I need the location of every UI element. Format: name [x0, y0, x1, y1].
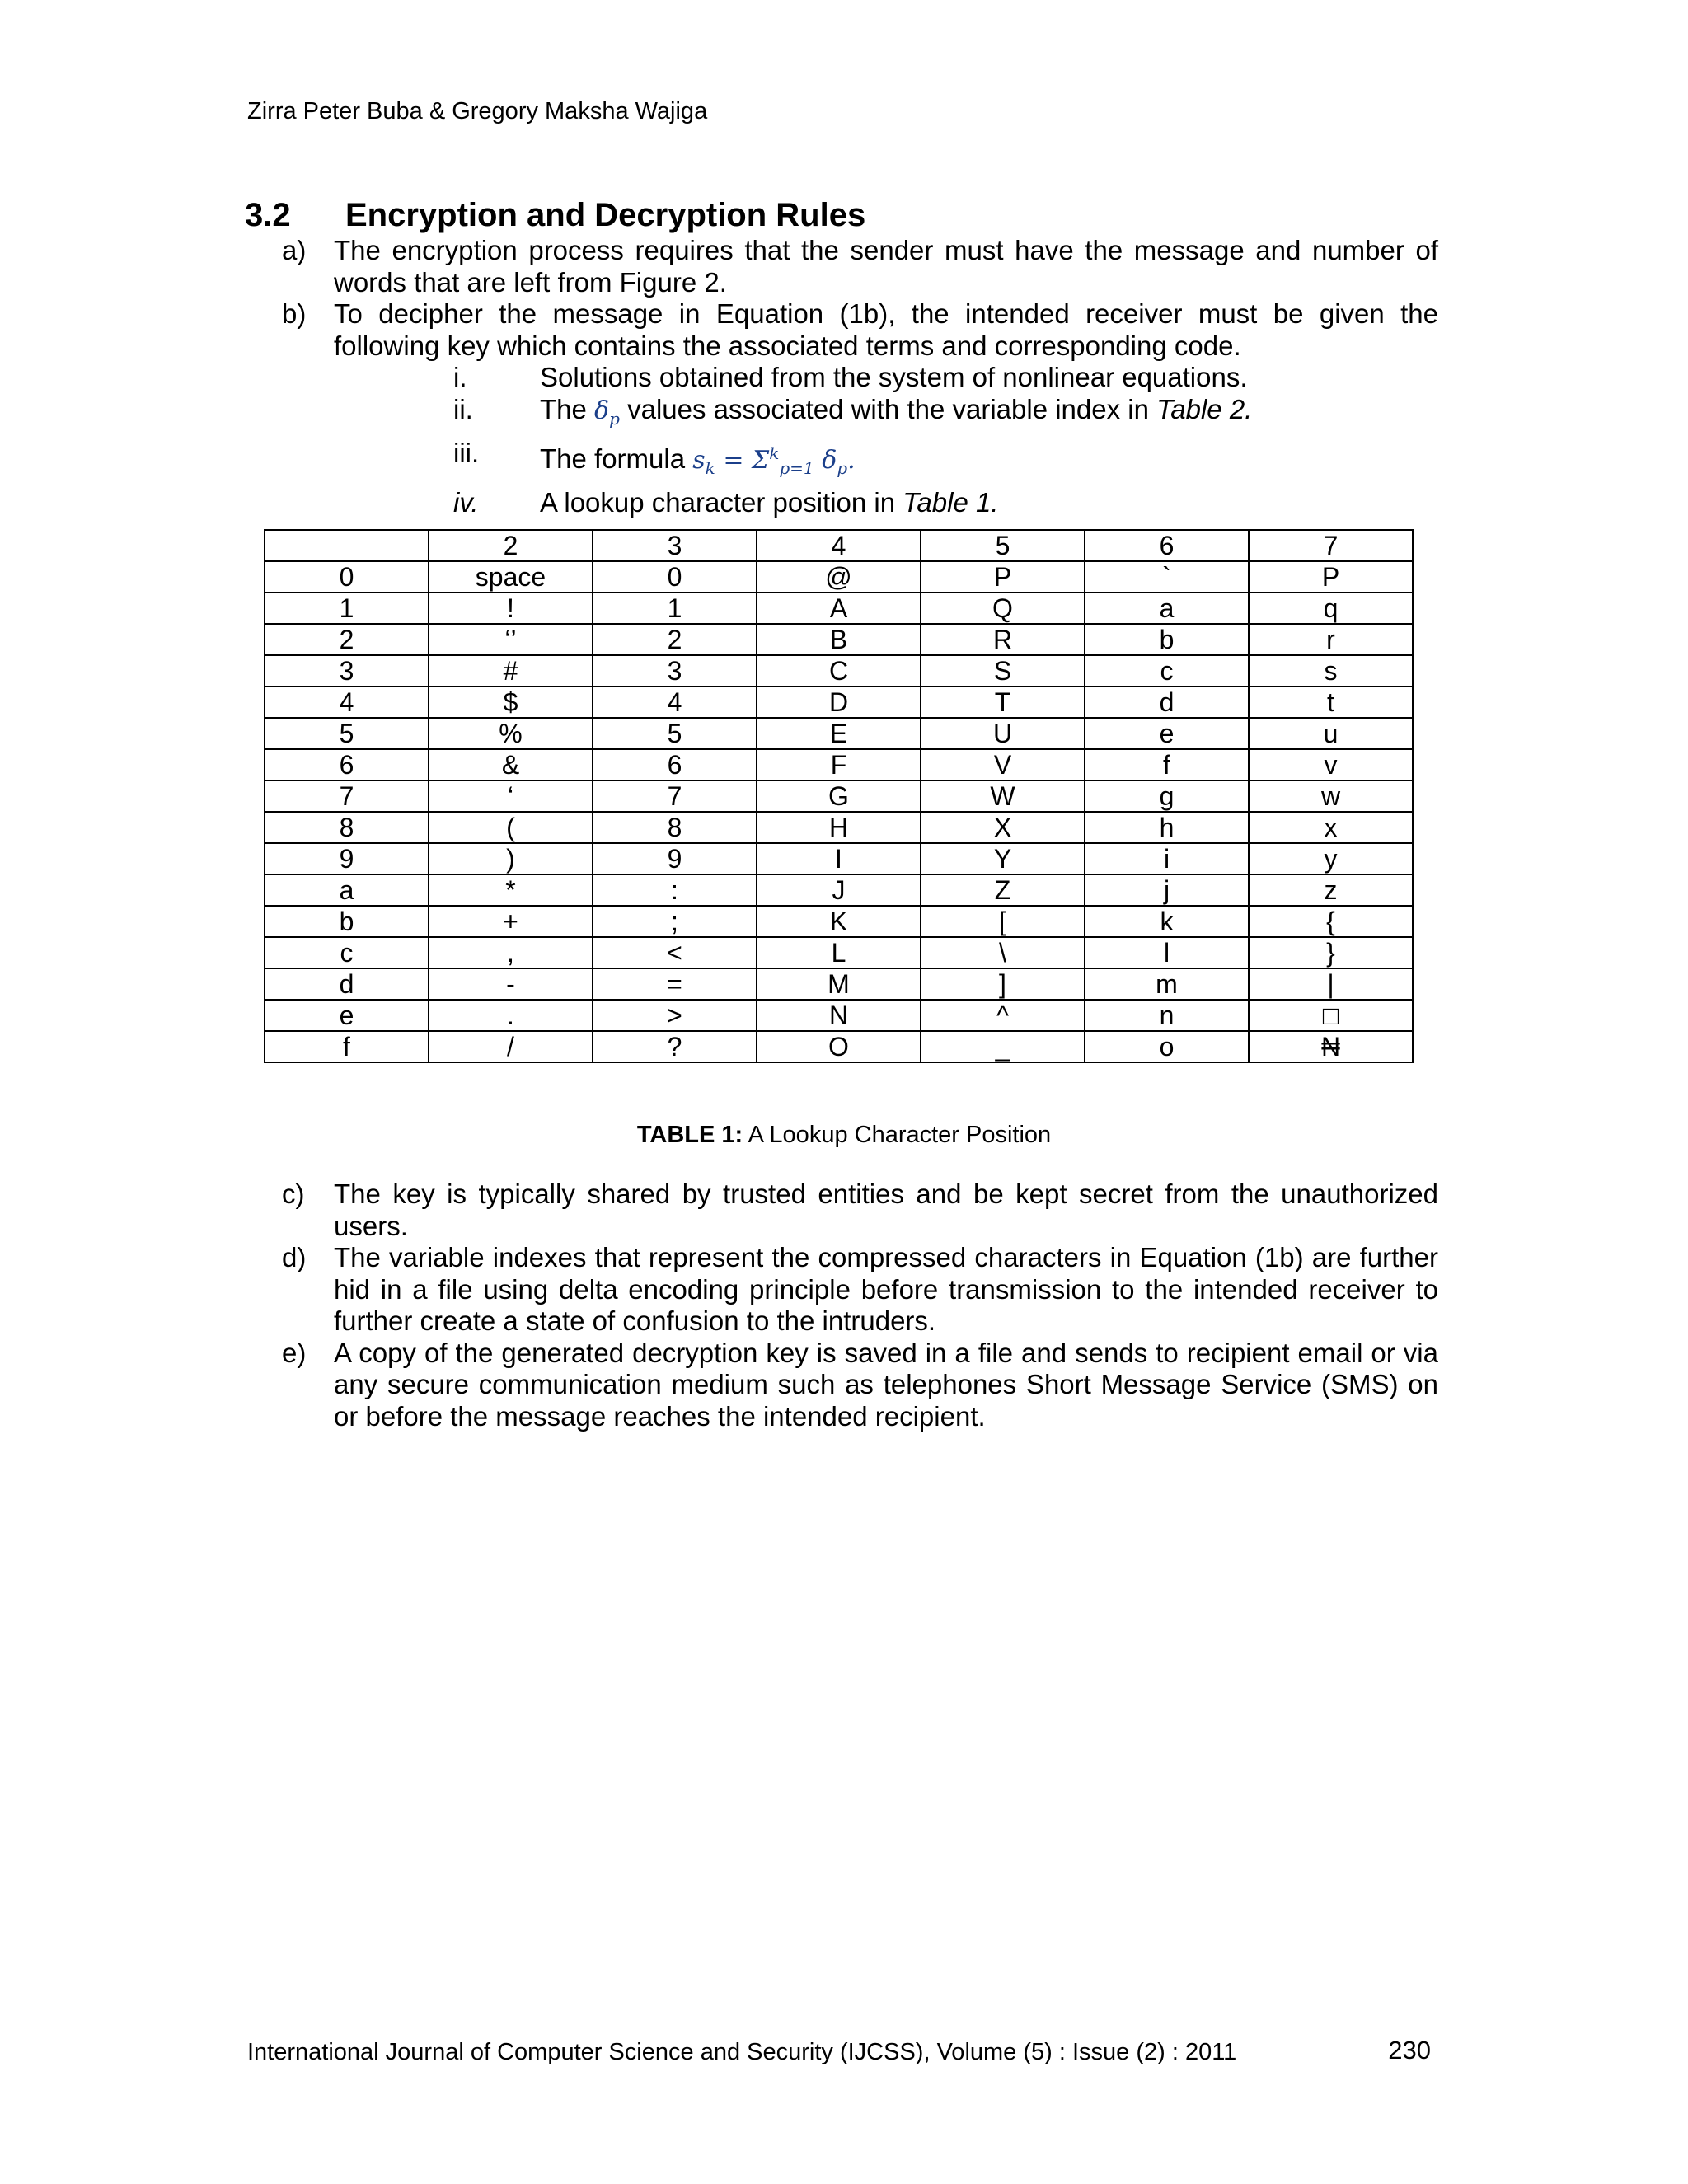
item-text: The encryption process requires that the sender must have the message and number of words that are left from Figure 2. [334, 235, 1438, 298]
table-row [265, 843, 1413, 874]
item-text: To decipher the message in Equation (1b), the intended receiver must be given the following key which contains the associated terms and corresponding code. [334, 298, 1438, 361]
table-cell: 8 [265, 812, 429, 843]
table-header-cell: 6 [1085, 530, 1249, 561]
table-cell: 3 [593, 655, 757, 687]
table-cell: e [1085, 718, 1249, 749]
table-cell: I [757, 843, 921, 874]
table-cell: z [1249, 874, 1413, 906]
table-cell: n [1085, 1000, 1249, 1031]
table-row [265, 624, 1413, 655]
table-row [265, 1000, 1413, 1031]
sum-formula: $s_k = \Sigma^k_{p=1}$ $\delta_p$. [692, 443, 856, 478]
table-header-cell: 7 [1249, 530, 1413, 561]
table-cell: | [1249, 968, 1413, 1000]
table-cell: @ [757, 561, 921, 593]
table-cell: ? [593, 1031, 757, 1062]
caption-text: A Lookup Character Position [743, 1122, 1052, 1148]
table-row [265, 655, 1413, 687]
list-item [247, 298, 1438, 362]
table-cell: N [757, 1000, 921, 1031]
table-cell: S [921, 655, 1085, 687]
table-cell: X [921, 812, 1085, 843]
table-cell: c [1085, 655, 1249, 687]
table-cell: / [429, 1031, 593, 1062]
table-cell: 9 [593, 843, 757, 874]
sub-item-text: Solutions obtained from the system of nonlinear equations. [540, 362, 1248, 392]
table-cell: a [1085, 593, 1249, 624]
table-cell: t [1249, 687, 1413, 718]
page-number: 230 [1388, 2036, 1431, 2064]
table-header-cell [265, 530, 429, 561]
table-cell: Q [921, 593, 1085, 624]
table-reference: Table 2. [1156, 393, 1253, 424]
table-cell: J [757, 874, 921, 906]
table-cell: ! [429, 593, 593, 624]
table-cell: ^ [921, 1000, 1085, 1031]
table-cell: A [757, 593, 921, 624]
table-cell: h [1085, 812, 1249, 843]
lookup-character-table [264, 529, 1414, 1063]
roman-marker: iii. [453, 438, 480, 468]
table-cell: r [1249, 624, 1413, 655]
sub-item-text: The [540, 393, 587, 424]
table-cell: c [265, 937, 429, 968]
table-cell: 8 [593, 812, 757, 843]
table-cell: T [921, 687, 1085, 718]
table-cell: space [429, 561, 593, 593]
table-cell: D [757, 687, 921, 718]
list-item [247, 1338, 1438, 1433]
table-row [265, 906, 1413, 937]
table-cell: < [593, 937, 757, 968]
table-cell: i [1085, 843, 1249, 874]
table-cell: % [429, 718, 593, 749]
item-marker: b) [282, 298, 307, 329]
table-cell: o [1085, 1031, 1249, 1062]
table-cell: b [1085, 624, 1249, 655]
rules-list-top [247, 235, 1438, 519]
table-cell: d [265, 968, 429, 1000]
table-header-cell: 5 [921, 530, 1085, 561]
table-cell: + [429, 906, 593, 937]
table-cell: q [1249, 593, 1413, 624]
sub-list-item [247, 487, 1438, 519]
table-cell: _ [921, 1031, 1085, 1062]
table-cell: \ [921, 937, 1085, 968]
table-cell: 1 [265, 593, 429, 624]
table-cell: 6 [593, 749, 757, 780]
roman-marker: iv. [453, 487, 479, 518]
table-cell: P [921, 561, 1085, 593]
table-cell: k [1085, 906, 1249, 937]
table-cell: l [1085, 937, 1249, 968]
table-header-cell: 3 [593, 530, 757, 561]
table-cell: 0 [593, 561, 757, 593]
table-row [265, 1031, 1413, 1062]
sub-list-item [247, 362, 1438, 394]
table-cell: O [757, 1031, 921, 1062]
table-cell: V [921, 749, 1085, 780]
table-cell: 4 [265, 687, 429, 718]
table-row [265, 780, 1413, 812]
table-row [265, 812, 1413, 843]
table-cell: [ [921, 906, 1085, 937]
journal-footer: International Journal of Computer Science and Security (IJCSS), Volume (5) : Issue (2) : 2011 [247, 2039, 1237, 2065]
table-cell: 2 [265, 624, 429, 655]
table-cell: ` [1085, 561, 1249, 593]
table-cell: ₦ [1249, 1031, 1413, 1062]
delta-p-symbol: $\delta_p$ [594, 396, 620, 429]
sub-list-item [247, 394, 1438, 435]
lookup-table-body [265, 530, 1413, 1062]
table-cell: W [921, 780, 1085, 812]
table-cell: : [593, 874, 757, 906]
sub-list-item [247, 434, 1438, 487]
table-cell: - [429, 968, 593, 1000]
table-header-row [265, 530, 1413, 561]
roman-marker: ii. [453, 393, 473, 424]
table-cell: P [1249, 561, 1413, 593]
sub-item-text: The formula [540, 443, 686, 474]
table-cell: 9 [265, 843, 429, 874]
table-caption [0, 1120, 1688, 1150]
table-cell: M [757, 968, 921, 1000]
table-cell: # [429, 655, 593, 687]
table-cell: F [757, 749, 921, 780]
table-row [265, 718, 1413, 749]
table-cell: 2 [593, 624, 757, 655]
table-row [265, 593, 1413, 624]
item-text: A copy of the generated decryption key is saved in a file and sends to recipient email or via any secure communication medium such as telephones Short Message Service (SMS) on or before the message reaches the intended recipient. [334, 1337, 1438, 1432]
list-item [247, 235, 1438, 298]
table-cell: C [757, 655, 921, 687]
table-cell: H [757, 812, 921, 843]
table-cell: m [1085, 968, 1249, 1000]
table-cell: 1 [593, 593, 757, 624]
table-cell: > [593, 1000, 757, 1031]
item-text: The key is typically shared by trusted entities and be kept secret from the unauthorized users. [334, 1179, 1438, 1241]
table-cell: L [757, 937, 921, 968]
table-cell: 5 [265, 718, 429, 749]
table-cell: U [921, 718, 1085, 749]
list-item [247, 1242, 1438, 1338]
table-cell: $ [429, 687, 593, 718]
table-cell: g [1085, 780, 1249, 812]
table-row [265, 968, 1413, 1000]
item-marker: a) [282, 235, 307, 265]
table-cell: 0 [265, 561, 429, 593]
running-head: Zirra Peter Buba & Gregory Maksha Wajiga [247, 98, 708, 124]
table-cell: K [757, 906, 921, 937]
table-cell: w [1249, 780, 1413, 812]
section-number: 3.2 [245, 197, 291, 233]
table-cell: Z [921, 874, 1085, 906]
table-cell: □ [1249, 1000, 1413, 1031]
roman-marker: i. [453, 362, 467, 392]
table-row [265, 561, 1413, 593]
table-cell: 3 [265, 655, 429, 687]
item-marker: d) [282, 1242, 307, 1272]
table-cell: * [429, 874, 593, 906]
table-cell: = [593, 968, 757, 1000]
table-cell: ‘’ [429, 624, 593, 655]
table-cell: E [757, 718, 921, 749]
section-heading [245, 194, 865, 236]
caption-label: TABLE 1: [636, 1122, 743, 1148]
table-cell: . [429, 1000, 593, 1031]
table-cell: y [1249, 843, 1413, 874]
rules-list-bottom [247, 1179, 1438, 1432]
table-cell: 4 [593, 687, 757, 718]
table-cell: ( [429, 812, 593, 843]
table-row [265, 937, 1413, 968]
table-cell: v [1249, 749, 1413, 780]
table-cell: 6 [265, 749, 429, 780]
table-cell: j [1085, 874, 1249, 906]
table-reference: Table 1. [903, 487, 999, 518]
key-sub-list [247, 362, 1438, 519]
item-marker: e) [282, 1337, 307, 1368]
table-row [265, 749, 1413, 780]
table-cell: b [265, 906, 429, 937]
table-cell: x [1249, 812, 1413, 843]
sub-item-text: values associated with the variable index in [627, 393, 1149, 424]
table-cell: & [429, 749, 593, 780]
table-cell: a [265, 874, 429, 906]
table-cell: , [429, 937, 593, 968]
item-text: The variable indexes that represent the compressed characters in Equation (1b) are further hid in a file using delta encoding principle before transmission to the intended receiver to further create a state of confusion to the intruders. [334, 1242, 1438, 1336]
table-cell: } [1249, 937, 1413, 968]
list-item [247, 1179, 1438, 1242]
table-cell: 7 [593, 780, 757, 812]
table-cell: e [265, 1000, 429, 1031]
table-cell: 5 [593, 718, 757, 749]
table-header-cell: 4 [757, 530, 921, 561]
table-cell: 7 [265, 780, 429, 812]
table-cell: f [1085, 749, 1249, 780]
item-marker: c) [282, 1179, 305, 1209]
table-cell: ; [593, 906, 757, 937]
section-title: Encryption and Decryption Rules [345, 197, 866, 233]
table-row [265, 687, 1413, 718]
table-cell: R [921, 624, 1085, 655]
table-cell: { [1249, 906, 1413, 937]
table-cell: G [757, 780, 921, 812]
table-cell: B [757, 624, 921, 655]
table-cell: ) [429, 843, 593, 874]
table-row [265, 874, 1413, 906]
table-cell: ‘ [429, 780, 593, 812]
table-cell: u [1249, 718, 1413, 749]
table-cell: d [1085, 687, 1249, 718]
sub-item-text: A lookup character position in [540, 487, 896, 518]
table-cell: ] [921, 968, 1085, 1000]
table-cell: s [1249, 655, 1413, 687]
table-header-cell: 2 [429, 530, 593, 561]
table-cell: f [265, 1031, 429, 1062]
table-cell: Y [921, 843, 1085, 874]
